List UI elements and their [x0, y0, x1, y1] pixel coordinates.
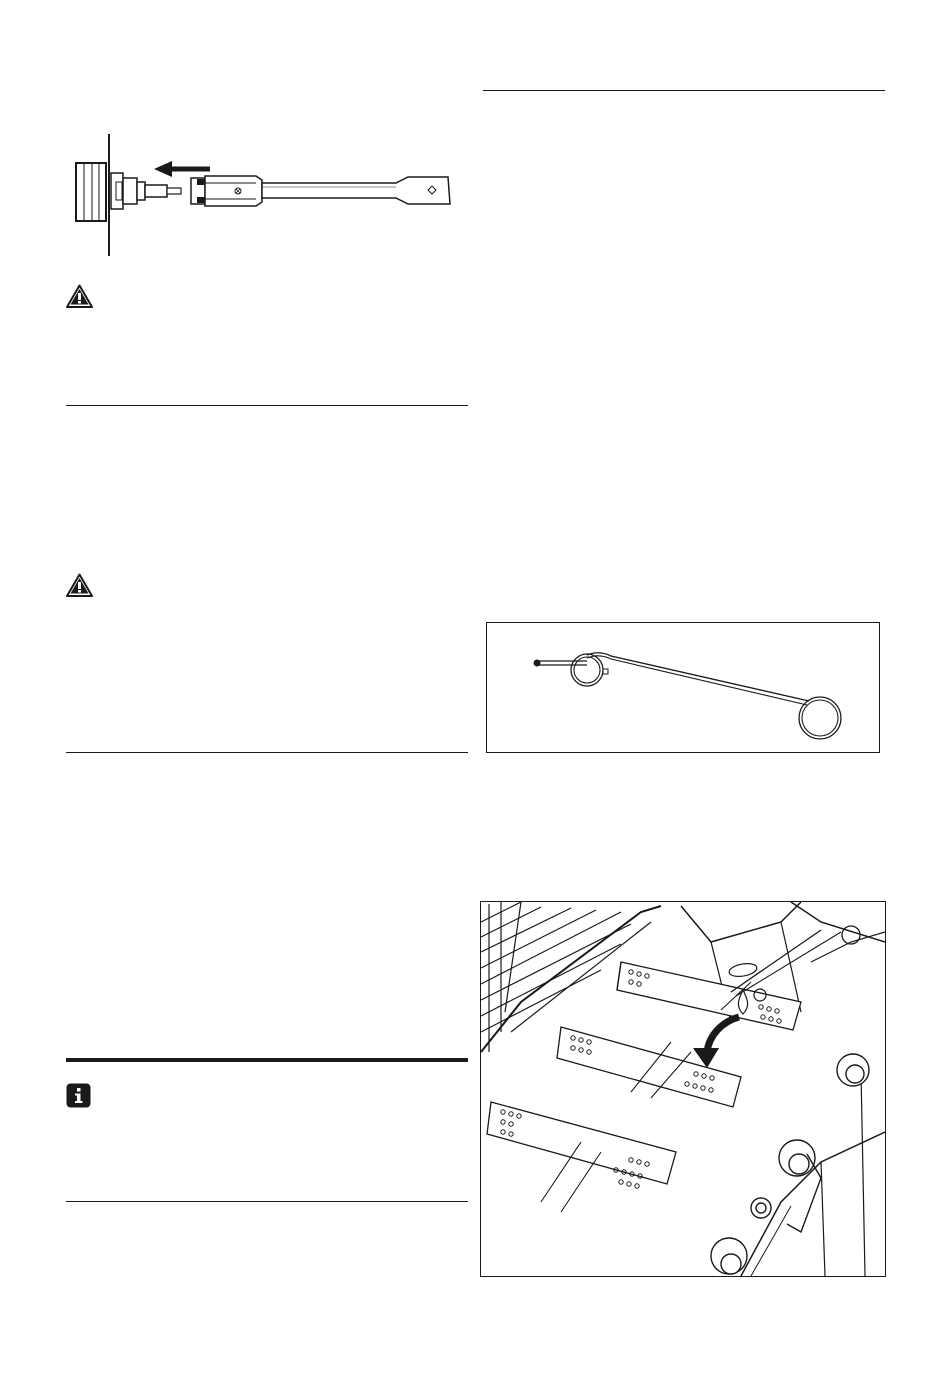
- grill-lighting-figure: [480, 901, 886, 1277]
- section-divider: [66, 752, 468, 753]
- warning-triangle-icon: [66, 284, 93, 308]
- burner-tube-icon: [66, 130, 466, 260]
- section-divider: [66, 405, 468, 406]
- left-arrow-icon: [154, 161, 210, 177]
- section-divider: [66, 1201, 468, 1202]
- note-top-bar: [66, 1058, 468, 1062]
- burner-tube-figure: [66, 130, 466, 260]
- info-icon: [66, 1083, 91, 1108]
- match-holder-icon: [487, 623, 879, 752]
- match-holder-figure: [486, 622, 880, 753]
- grill-firebox-icon: [481, 902, 885, 1276]
- warning-triangle-icon: [66, 573, 93, 597]
- curved-arrow-icon: [693, 1017, 739, 1068]
- section-divider: [483, 90, 885, 91]
